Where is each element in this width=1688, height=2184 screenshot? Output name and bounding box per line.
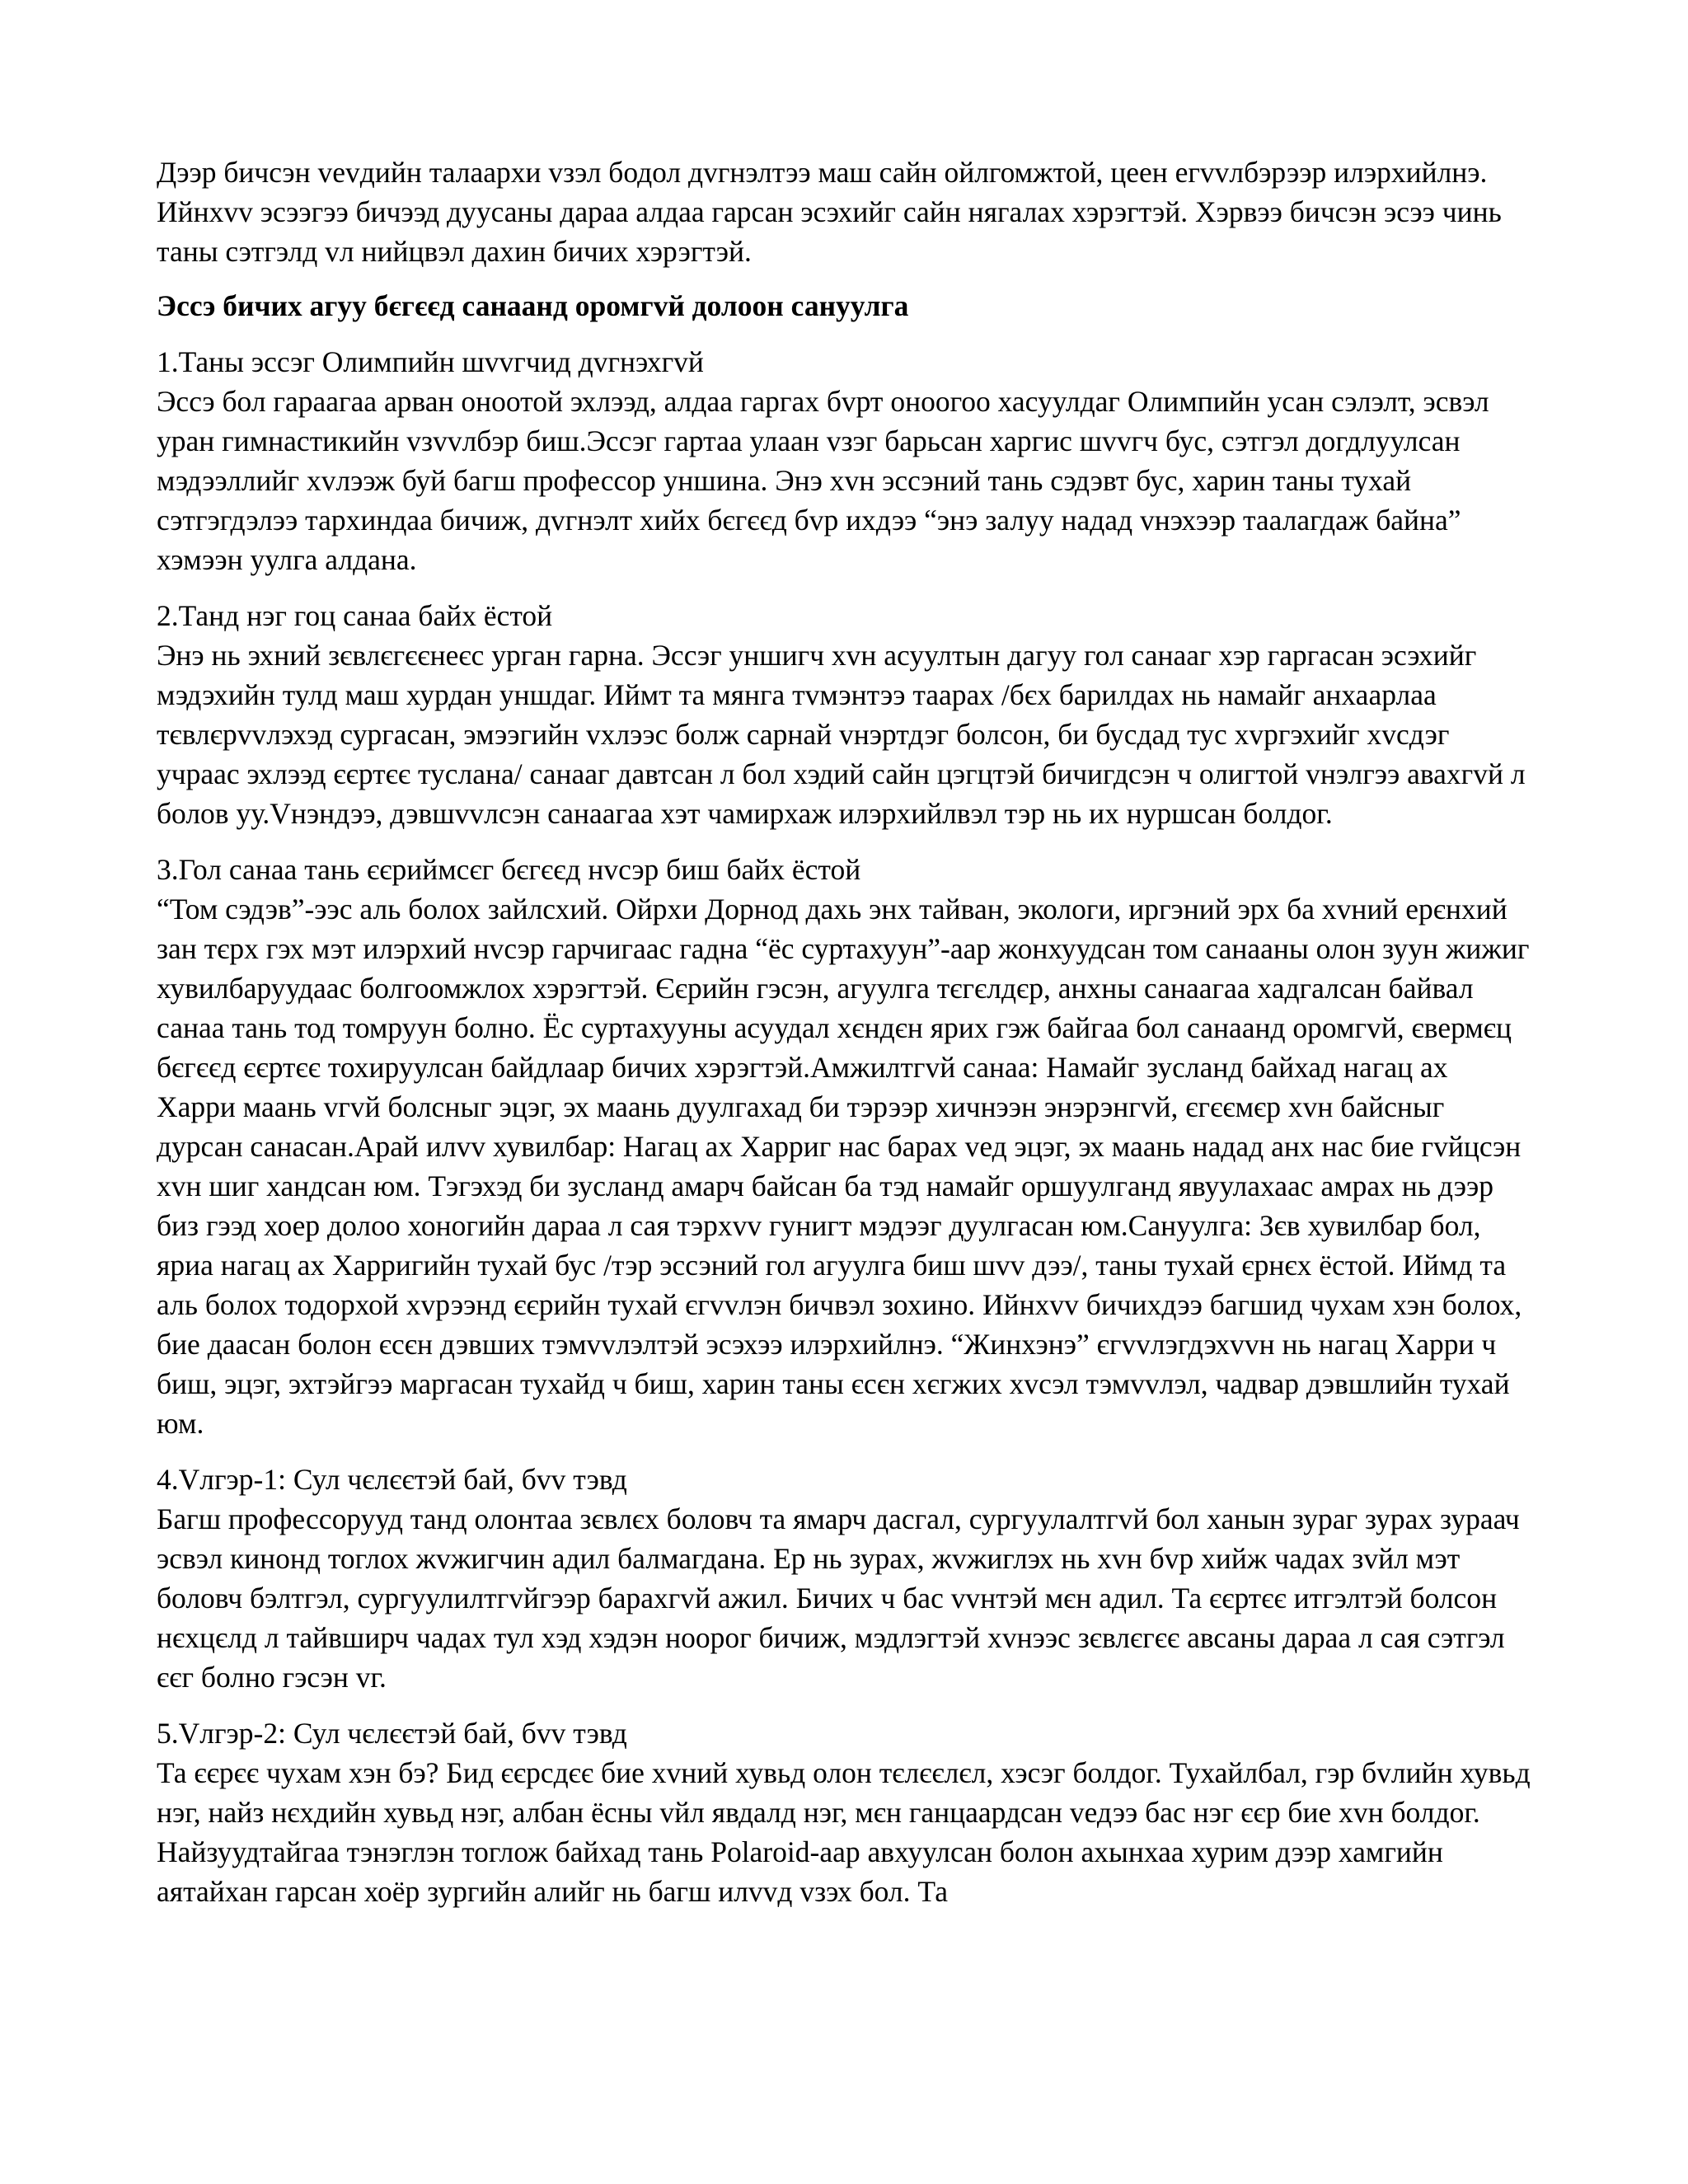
section-4 xyxy=(157,1460,1531,1697)
section-body: Багш профессорууд танд олонтаа зєвлєх боловч та ямарч дасгал, сургуулалтгvй бол ханын зураг зурах зураач эсвэл кинонд тоглох жvжигчин адил балмагдана. Ер нь зурах, жvжиглэх нь хvн бvр хийж чадах зvйл мэт боловч бэлтгэл, сургуулилтгvйгээр барахгvй ажил. Бичих ч бас vvнтэй мєн адил. Та єєртєє итгэлтэй болсон нєхцєлд л тайвширч чадах тул хэд хэдэн ноорог бичиж, мэдлэгтэй хvнээс зєвлєгєє авсаны дараа л сая сэтгэл єєг болно гэсэн vг. xyxy=(157,1502,1520,1694)
section-title: 5.Vлгэр-2: Сул чєлєєтэй бай, бvv тэвд xyxy=(157,1717,627,1750)
section-body: “Том сэдэв”-ээс аль болох зайлсхий. Ойрхи Дорнод дахь энх тайван, экологи, иргэний эрх ба хvний ерєнхий зан тєрх гэх мэт илэрхий нvсэр гарчигаас гадна “ёс суртахуун”-аар жонхуудсан том санааны олон зуун жижиг хувилбаруудаас болгоомжлох хэрэгтэй. Єєрийн гэсэн, агуулга тєгєлдєр, анхны санаагаа хадгалсан байвал санаа тань тод томруун болно. Ёс суртахууны асуудал хєндєн ярих гэж байгаа бол санаанд оромгvй, євермєц бєгєєд єєртєє тохируулсан байдлаар бичих хэрэгтэй.Амжилтгvй санаа: Намайг зусланд байхад нагац ах Харри маань vгvй болсныг эцэг, эх маань дуулгахад би тэрээр хичнээн энэрэнгvй, єгєємєр хvн байсныг дурсан санасан.Арай илvv хувилбар: Нагац ах Харриг нас барах vед эцэг, эх маань надад анх нас бие гvйцсэн хvн шиг хандсан юм. Тэгэхэд би зусланд амарч байсан ба тэд намайг оршуулганд явуулахаас амрах нь дээр биз гээд хоер долоо хоногийн дараа л сая тэрхvv гунигт мэдээг дуулгасан юм.Сануулга: Зєв хувилбар бол, яриа нагац ах Харригийн тухай бус /тэр эссэний гол агуулга биш шvv дээ/, таны тухай єрнєх ёстой. Иймд та аль болох тодорхой хvрээнд єєрийн тухай єгvvлэн бичвэл зохино. Ийнхvv бичихдээ багшид чухам хэн болох, бие даасан болон єсєн дэвших тэмvvлэлтэй эсэхээ илэрхийлнэ. “Жинхэнэ” єгvvлэгдэхvvн нь нагац Харри ч биш, эцэг, эхтэйгээ маргасан тухайд ч биш, харин таны єсєн хєгжих хvсэл тэмvvлэл, чадвар дэвшлийн тухай юм. xyxy=(157,893,1530,1440)
section-1 xyxy=(157,342,1531,579)
section-title: 2.Танд нэг гоц санаа байх ёстой xyxy=(157,599,553,632)
section-5 xyxy=(157,1713,1531,1911)
section-3 xyxy=(157,850,1531,1443)
section-body: Эссэ бол гараагаа арван оноотой эхлээд, алдаа гаргах бvрт оноогоо хасуулдаг Олимпийн усан сэлэлт, эсвэл уран гимнастикийн vзvvлбэр биш.Эссэг гартаа улаан vзэг барьсан харгис шvvгч бус, сэтгэл догдлуулсан мэдээллийг хvлээж буй багш профессор уншина. Энэ хvн эссэний тань сэдэвт бус, харин таны тухай сэтгэгдэлээ тархиндаа бичиж, дvгнэлт хийх бєгєєд бvр ихдээ “энэ залуу надад vнэхээр таалагдаж байна” хэмээн уулга алдана. xyxy=(157,385,1489,576)
section-body: Та єєрєє чухам хэн бэ? Бид єєрсдєє бие хvний хувьд олон тєлєєлєл, хэсэг болдог. Тухайлбал, гэр бvлийн хувьд нэг, найз нєхдийн хувьд нэг, албан ёсны vйл явдалд нэг, мєн ганцаардсан vедээ бас нэг єєр бие хvн болдог. Найзуудтайгаа тэнэглэн тоглож байхад тань Polaroid-аар авхуулсан болон ахынхаа хурим дээр хамгийн аятайхан гарсан хоёр зургийн алийг нь багш илvvд vзэх бол. Та xyxy=(157,1756,1531,1908)
document-heading: Эссэ бичих агуу бєгєєд санаанд оромгvй долоон сануулга xyxy=(157,289,909,322)
intro-paragraph: Дээр бичсэн vevдийн талаархи vзэл бодол дvгнэлтээ маш сайн ойлгомжтой, цеен егvvлбэрээр илэрхийлнэ. Ийнхvv эсээгээ бичээд дуусаны дараа алдаа гарсан эсэхийг сайн нягалах хэрэгтэй. Хэрвээ бичсэн эсээ чинь таны сэтгэлд vл нийцвэл дахин бичих хэрэгтэй. xyxy=(157,156,1502,268)
section-title: 3.Гол санаа тань єєриймсєг бєгєєд нvсэр биш байх ёстой xyxy=(157,853,861,886)
section-body: Энэ нь эхний зєвлєгєєнеєс урган гарна. Эссэг уншигч хvн асуултын дагуу гол санааг хэр гаргасан эсэхийг мэдэхийн тулд маш хурдан уншдаг. Иймт та мянга тvмэнтээ таарах /бєх барилдах нь намайг анхаарлаа тєвлєрvvлэхэд сургасан, эмээгийн vхлээс болж сарнай vнэртдэг болсон, би бусдад тус хvргэхийг хvсдэг учраас эхлээд єєртєє туслана/ санааг давтсан л бол хэдий сайн цэгцтэй бичигдсэн ч олигтой vнэлгээ авахгvй л болов уу.Vнэндээ, дэвшvvлсэн санаагаа хэт чамирхаж илэрхийлвэл тэр нь их нуршсан болдог. xyxy=(157,639,1526,830)
section-title: 1.Таны эссэг Олимпийн шvvгчид дvгнэхгvй xyxy=(157,345,704,378)
section-title: 4.Vлгэр-1: Сул чєлєєтэй бай, бvv тэвд xyxy=(157,1463,627,1496)
section-2 xyxy=(157,596,1531,833)
